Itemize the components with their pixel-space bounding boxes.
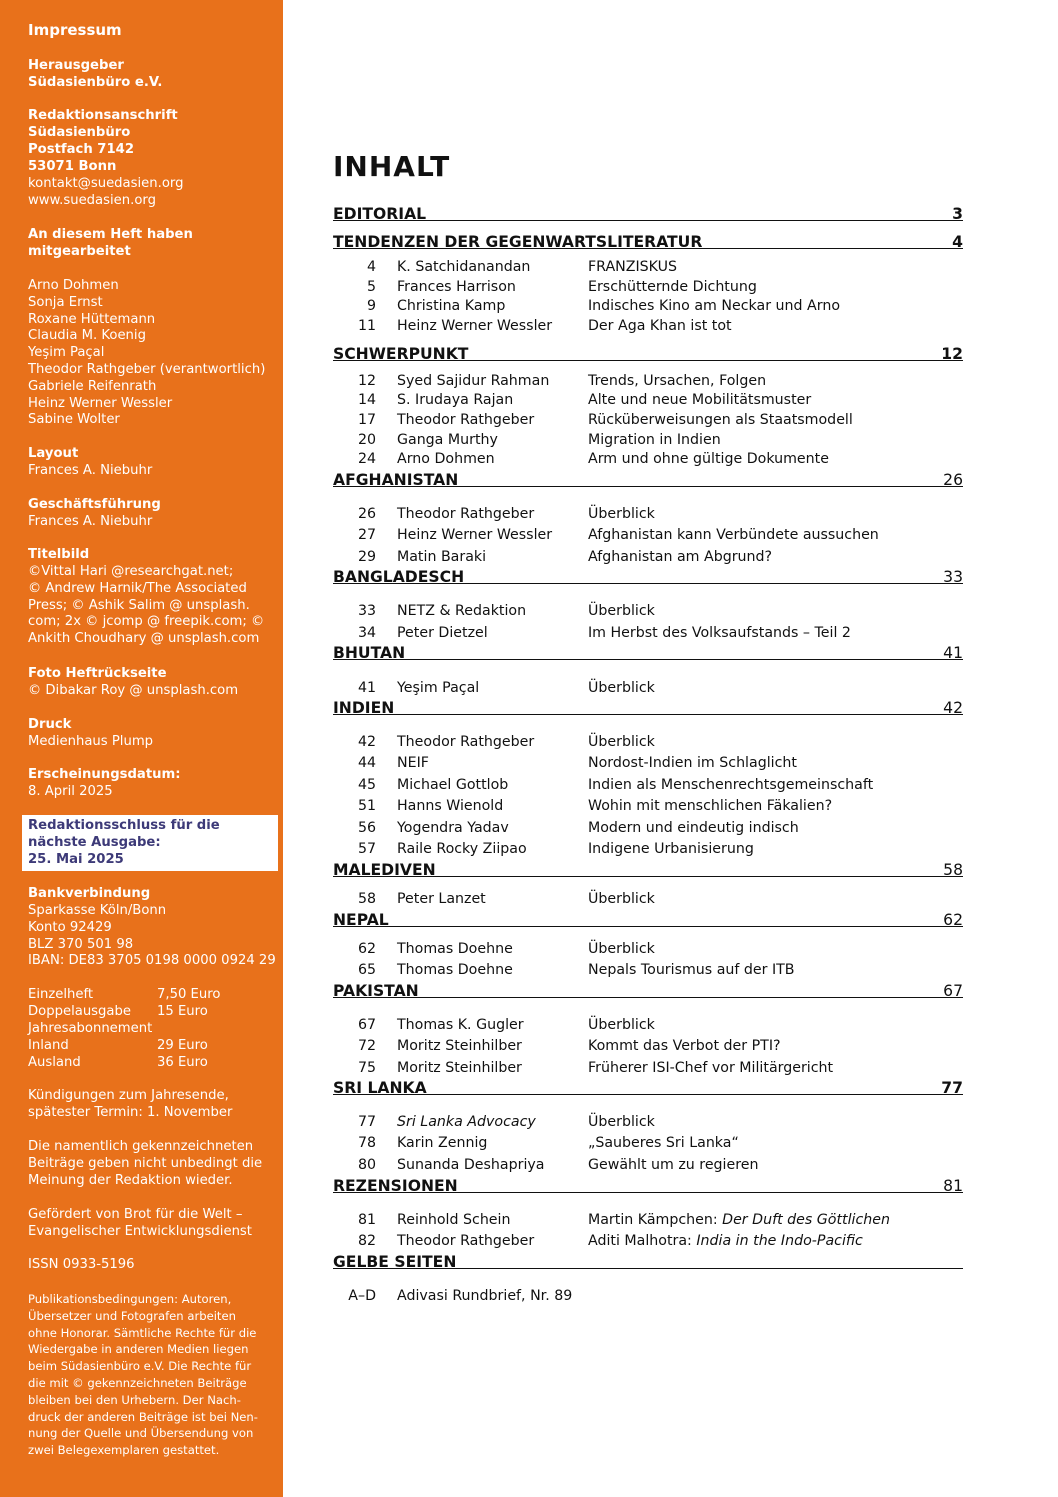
entry-title-text: Wohin mit menschlichen Fäkalien? bbox=[588, 798, 833, 814]
toc-entry bbox=[333, 1288, 963, 1308]
section-page: 42 bbox=[943, 699, 963, 717]
deadline-notice: Redaktionsschluss für die nächste Ausgabe: 25. Mai 2025 bbox=[28, 818, 220, 867]
section-page: 62 bbox=[943, 911, 963, 929]
entry-author: Karin Zennig bbox=[397, 1135, 488, 1151]
redaktion-label: Redaktionsanschrift bbox=[28, 108, 178, 123]
druck-label: Druck bbox=[28, 717, 72, 732]
entry-title bbox=[588, 1038, 781, 1054]
entry-title bbox=[588, 373, 766, 389]
entry-page: 75 bbox=[357, 1060, 376, 1076]
entry-title-text: „Sauberes Sri Lanka“ bbox=[588, 1135, 739, 1151]
entry-author: Arno Dohmen bbox=[397, 451, 495, 467]
entry-title-text: Überblick bbox=[588, 1017, 655, 1033]
erscheinung-value: 8. April 2025 bbox=[28, 784, 113, 799]
entry-title bbox=[588, 734, 655, 750]
entry-page: 24 bbox=[357, 451, 376, 467]
entry-page: 9 bbox=[366, 298, 376, 314]
section-page: 12 bbox=[941, 345, 963, 363]
entry-title-text: Überblick bbox=[588, 603, 655, 619]
publication-terms: Publikationsbedingungen: Autoren, Übersetzer und Fotografen arbeiten ohne Honorar. Sämtliche Rechte für die Wiedergabe in anderen Medien liegen beim Südasienbüro e.V. Die Rechte für die mit © gekennzeichneten Beiträge bleiben bei den Urhebern. Der Nach- druck der anderen Beiträge ist bei Nen- nung der Quelle und Übersendung von zwei Belegexemplaren gestattet. bbox=[28, 1292, 258, 1458]
section-name: EDITORIAL bbox=[333, 205, 427, 223]
entry-title-text: Afghanistan am Abgrund? bbox=[588, 549, 773, 565]
titelbild-credits: ©Vittal Hari @researchgat.net; © Andrew Harnik/The Associated Press; © Ashik Salim @ unsplash. com; 2x © jcomp @ freepik.com; © Ankith Choudhary @ unsplash.com bbox=[28, 564, 265, 647]
foto-label: Foto Heftrückseite bbox=[28, 666, 167, 681]
fee-row: Doppelausgabe 15 Euro bbox=[28, 1004, 208, 1019]
entry-page: 17 bbox=[357, 412, 376, 428]
entry-author: NEIF bbox=[397, 755, 429, 771]
entry-page: 41 bbox=[357, 680, 376, 696]
bank-label: Bankverbindung bbox=[28, 886, 151, 901]
entry-page: 20 bbox=[357, 432, 376, 448]
issn: ISSN 0933-5196 bbox=[28, 1257, 135, 1272]
entry-page: 80 bbox=[357, 1157, 376, 1173]
entry-title-text: Früherer ISI-Chef vor Militärgericht bbox=[588, 1060, 834, 1076]
entry-title bbox=[588, 820, 799, 836]
entry-title bbox=[588, 506, 655, 522]
entry-title bbox=[588, 259, 677, 275]
section-name: REZENSIONEN bbox=[333, 1177, 458, 1195]
redaktion-address: Südasienbüro Postfach 7142 53071 Bonn bbox=[28, 125, 135, 174]
entry-author: Yeşim Paçal bbox=[397, 680, 480, 696]
toc-section-rezensionen bbox=[333, 1170, 963, 1193]
entry-title-italic: Der Duft des Göttlichen bbox=[722, 1212, 890, 1228]
entry-author: Moritz Steinhilber bbox=[397, 1060, 522, 1076]
entry-author: Adivasi Rundbrief, Nr. 89 bbox=[397, 1288, 573, 1304]
section-page: 67 bbox=[943, 982, 963, 1000]
entry-page: 45 bbox=[357, 777, 376, 793]
entry-title-text: Überblick bbox=[588, 941, 655, 957]
entry-page: 4 bbox=[366, 259, 376, 275]
entry-page: 81 bbox=[357, 1212, 376, 1228]
entry-page: 11 bbox=[357, 318, 376, 334]
entry-title-text: Arm und ohne gültige Dokumente bbox=[588, 451, 829, 467]
toc-section-nepal bbox=[333, 904, 963, 927]
entry-page: 12 bbox=[357, 373, 376, 389]
entry-author: Frances Harrison bbox=[397, 279, 516, 295]
toc-section-sri-lanka bbox=[333, 1072, 963, 1095]
toc-entry bbox=[333, 527, 963, 547]
entry-page: 51 bbox=[357, 798, 376, 814]
toc-section-gelbe-seiten bbox=[333, 1246, 963, 1269]
impressum-heading: Impressum bbox=[28, 21, 122, 39]
entry-title-text: Indien als Menschenrechtsgemeinschaft bbox=[588, 777, 874, 793]
layout-value: Frances A. Niebuhr bbox=[28, 463, 153, 478]
toc-section-indien bbox=[333, 692, 963, 715]
entry-author: Theodor Rathgeber bbox=[397, 506, 535, 522]
entry-author: Theodor Rathgeber bbox=[397, 734, 535, 750]
entry-title bbox=[588, 603, 655, 619]
impressum-sidebar bbox=[0, 0, 283, 1497]
toc-entry bbox=[333, 298, 963, 318]
toc-entry bbox=[333, 820, 963, 840]
section-page: 3 bbox=[952, 205, 963, 223]
section-name: NEPAL bbox=[333, 911, 389, 929]
toc-entry bbox=[333, 1212, 963, 1232]
entry-title-text: Überblick bbox=[588, 891, 655, 907]
entry-title-text: Im Herbst des Volksaufstands – Teil 2 bbox=[588, 625, 851, 641]
toc-section-bhutan bbox=[333, 637, 963, 660]
toc-section-malediven bbox=[333, 854, 963, 877]
entry-title bbox=[588, 279, 757, 295]
entry-title bbox=[588, 1017, 655, 1033]
toc-entry bbox=[333, 755, 963, 775]
toc-entry bbox=[333, 412, 963, 432]
entry-page: 34 bbox=[357, 625, 376, 641]
layout-label: Layout bbox=[28, 446, 79, 461]
section-page: 26 bbox=[943, 471, 963, 489]
entry-author: Ganga Murthy bbox=[397, 432, 498, 448]
entry-author: Heinz Werner Wessler bbox=[397, 527, 553, 543]
entry-title-text: Modern und eindeutig indisch bbox=[588, 820, 799, 836]
entry-page: 44 bbox=[357, 755, 376, 771]
entry-author: Theodor Rathgeber bbox=[397, 1233, 535, 1249]
entry-page: 82 bbox=[357, 1233, 376, 1249]
toc-section-editorial bbox=[333, 198, 963, 221]
fee-row: Inland 29 Euro bbox=[28, 1038, 208, 1053]
entry-title bbox=[588, 798, 832, 814]
section-page: 33 bbox=[943, 568, 963, 586]
mitarbeit-names: Arno Dohmen Sonja Ernst Roxane Hüttemann Claudia M. Koenig Yeşim Paçal Theodor Rathgeber (verantwortlich) Gabriele Reifenrath Heinz Werner Wessler Sabine Wolter bbox=[28, 278, 266, 428]
entry-page: 27 bbox=[357, 527, 376, 543]
section-name: BHUTAN bbox=[333, 644, 406, 662]
entry-title-text: Überblick bbox=[588, 734, 655, 750]
toc-entry bbox=[333, 279, 963, 299]
entry-title-text: Überblick bbox=[588, 680, 655, 696]
toc-entry bbox=[333, 1114, 963, 1134]
toc-entry bbox=[333, 506, 963, 526]
toc-entry bbox=[333, 798, 963, 818]
entry-page: 33 bbox=[357, 603, 376, 619]
fee-row: Ausland 36 Euro bbox=[28, 1055, 208, 1070]
entry-author: Peter Dietzel bbox=[397, 625, 488, 641]
entry-page: 65 bbox=[357, 962, 376, 978]
disclaimer-text: Die namentlich gekennzeichneten Beiträge geben nicht unbedingt die Meinung der Redaktion wieder. bbox=[28, 1139, 263, 1188]
entry-page: 14 bbox=[357, 392, 376, 408]
funding-text: Gefördert von Brot für die Welt – Evangelischer Entwicklungsdienst bbox=[28, 1207, 252, 1239]
druck-value: Medienhaus Plump bbox=[28, 734, 154, 749]
entry-title bbox=[588, 755, 797, 771]
entry-title-text: Afghanistan kann Verbündete aussuchen bbox=[588, 527, 879, 543]
entry-author: Sunanda Deshapriya bbox=[397, 1157, 545, 1173]
entry-title-text: FRANZISKUS bbox=[588, 259, 677, 275]
entry-author: Thomas Doehne bbox=[397, 941, 513, 957]
section-page: 4 bbox=[952, 233, 963, 251]
toc-section-tendenzen-der-gegenwartsliteratur bbox=[333, 226, 963, 249]
entry-title bbox=[588, 1212, 890, 1228]
section-name: AFGHANISTAN bbox=[333, 471, 459, 489]
entry-page: 62 bbox=[357, 941, 376, 957]
section-name: INDIEN bbox=[333, 699, 395, 717]
entry-title bbox=[588, 777, 873, 793]
entry-page: 58 bbox=[357, 891, 376, 907]
entry-author: Hanns Wienold bbox=[397, 798, 504, 814]
entry-title bbox=[588, 1114, 655, 1130]
entry-author: Thomas K. Gugler bbox=[397, 1017, 524, 1033]
toc-entry bbox=[333, 392, 963, 412]
entry-page: 77 bbox=[357, 1114, 376, 1130]
entry-title-text: Migration in Indien bbox=[588, 432, 721, 448]
entry-title bbox=[588, 392, 811, 408]
toc-entry bbox=[333, 603, 963, 623]
entry-author: Heinz Werner Wessler bbox=[397, 318, 553, 334]
fee-row: Jahresabonnement bbox=[28, 1021, 153, 1036]
toc-section-bangladesch bbox=[333, 561, 963, 584]
toc-section-schwerpunkt bbox=[333, 338, 963, 361]
section-name: MALEDIVEN bbox=[333, 861, 436, 879]
entry-author: Reinhold Schein bbox=[397, 1212, 511, 1228]
toc-entry bbox=[333, 1135, 963, 1155]
entry-author: K. Satchidanandan bbox=[397, 259, 531, 275]
deadline-notice-box bbox=[22, 815, 278, 871]
mitarbeit-label: An diesem Heft haben mitgearbeitet bbox=[28, 227, 193, 259]
herausgeber-value: Südasienbüro e.V. bbox=[28, 75, 163, 90]
entry-title bbox=[588, 941, 655, 957]
entry-page: 56 bbox=[357, 820, 376, 836]
entry-title-text: Indigene Urbanisierung bbox=[588, 841, 754, 857]
entry-page: 72 bbox=[357, 1038, 376, 1054]
entry-title-text: Gewählt um zu regieren bbox=[588, 1157, 759, 1173]
section-name: SCHWERPUNKT bbox=[333, 345, 469, 363]
entry-author: Moritz Steinhilber bbox=[397, 1038, 522, 1054]
geschaeftsfuehrung-value: Frances A. Niebuhr bbox=[28, 514, 153, 529]
section-page: 77 bbox=[941, 1079, 963, 1097]
entry-author: Syed Sajidur Rahman bbox=[397, 373, 550, 389]
toc-entry bbox=[333, 941, 963, 961]
section-name: BANGLADESCH bbox=[333, 568, 465, 586]
entry-page: 67 bbox=[357, 1017, 376, 1033]
entry-page: A–D bbox=[348, 1288, 376, 1304]
geschaeftsfuehrung-label: Geschäftsführung bbox=[28, 497, 161, 512]
entry-page: 29 bbox=[357, 549, 376, 565]
toc-entry bbox=[333, 259, 963, 279]
redaktion-contact: kontakt@suedasien.org www.suedasien.org bbox=[28, 176, 184, 208]
entry-title-text: Martin Kämpchen: bbox=[588, 1212, 723, 1228]
toc-title: INHALT bbox=[333, 150, 451, 183]
entry-title bbox=[588, 298, 840, 314]
entry-title-text: Aditi Malhotra: bbox=[588, 1233, 697, 1249]
section-name: SRI LANKA bbox=[333, 1079, 427, 1097]
section-name: GELBE SEITEN bbox=[333, 1253, 457, 1271]
entry-author: Raile Rocky Ziipao bbox=[397, 841, 527, 857]
entry-page: 26 bbox=[357, 506, 376, 522]
entry-author: Theodor Rathgeber bbox=[397, 412, 535, 428]
section-page: 41 bbox=[943, 644, 963, 662]
entry-title-text: Der Aga Khan ist tot bbox=[588, 318, 732, 334]
entry-title-text: Erschütternde Dichtung bbox=[588, 279, 757, 295]
entry-title bbox=[588, 318, 732, 334]
kuendigung-text: Kündigungen zum Jahresende, spätester Termin: 1. November bbox=[28, 1088, 233, 1120]
entry-title-text: Nordost-Indien im Schlaglicht bbox=[588, 755, 797, 771]
entry-title bbox=[588, 412, 853, 428]
toc-entry bbox=[333, 1017, 963, 1037]
entry-author: Christina Kamp bbox=[397, 298, 506, 314]
entry-author: Sri Lanka Advocacy bbox=[397, 1114, 536, 1130]
entry-author: NETZ & Redaktion bbox=[397, 603, 527, 619]
section-name: PAKISTAN bbox=[333, 982, 419, 1000]
foto-credit: © Dibakar Roy @ unsplash.com bbox=[28, 683, 239, 698]
bank-details: Sparkasse Köln/Bonn Konto 92429 BLZ 370 501 98 IBAN: DE83 3705 0198 0000 0924 29 bbox=[28, 903, 276, 969]
fee-row: Einzelheft 7,50 Euro bbox=[28, 987, 221, 1002]
toc-entry bbox=[333, 777, 963, 797]
entry-page: 57 bbox=[357, 841, 376, 857]
toc-entry bbox=[333, 373, 963, 393]
section-page: 81 bbox=[943, 1177, 963, 1195]
entry-author: Thomas Doehne bbox=[397, 962, 513, 978]
entry-title-text: Nepals Tourismus auf der ITB bbox=[588, 962, 795, 978]
entry-title-text: Überblick bbox=[588, 1114, 655, 1130]
entry-author: Peter Lanzet bbox=[397, 891, 486, 907]
entry-title bbox=[588, 432, 721, 448]
entry-title-italic: India in the Indo-Pacific bbox=[696, 1233, 863, 1249]
section-name: TENDENZEN DER GEGENWARTSLITERATUR bbox=[333, 233, 703, 251]
erscheinung-label: Erscheinungsdatum: bbox=[28, 767, 181, 782]
entry-title bbox=[588, 1135, 739, 1151]
entry-title-text: Überblick bbox=[588, 506, 655, 522]
toc-section-afghanistan bbox=[333, 464, 963, 487]
entry-author: Matin Baraki bbox=[397, 549, 487, 565]
entry-author: Michael Gottlob bbox=[397, 777, 509, 793]
toc-entry bbox=[333, 1038, 963, 1058]
titelbild-label: Titelbild bbox=[28, 547, 90, 562]
entry-author: S. Irudaya Rajan bbox=[397, 392, 514, 408]
herausgeber-label: Herausgeber bbox=[28, 58, 124, 73]
entry-title-text: Kommt das Verbot der PTI? bbox=[588, 1038, 781, 1054]
section-page: 58 bbox=[943, 861, 963, 879]
toc-entry bbox=[333, 734, 963, 754]
entry-title-text: Trends, Ursachen, Folgen bbox=[588, 373, 767, 389]
entry-title-text: Indisches Kino am Neckar und Arno bbox=[588, 298, 840, 314]
toc-entry bbox=[333, 318, 963, 338]
entry-page: 42 bbox=[357, 734, 376, 750]
toc-entry bbox=[333, 432, 963, 452]
toc-section-pakistan bbox=[333, 975, 963, 998]
entry-page: 78 bbox=[357, 1135, 376, 1151]
entry-title-text: Alte und neue Mobilitätsmuster bbox=[588, 392, 812, 408]
entry-title-text: Rücküberweisungen als Staatsmodell bbox=[588, 412, 853, 428]
entry-author: Yogendra Yadav bbox=[397, 820, 509, 836]
entry-title bbox=[588, 527, 879, 543]
entry-page: 5 bbox=[366, 279, 376, 295]
